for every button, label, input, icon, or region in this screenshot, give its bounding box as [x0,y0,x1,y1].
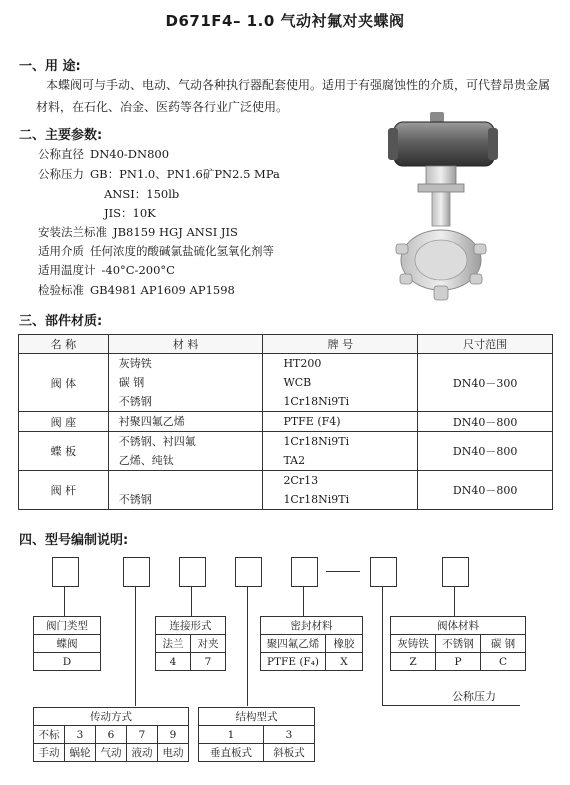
code-table-header: 传动方式 [34,708,189,726]
connector-line [382,586,383,706]
code-label: 碳 钢 [481,635,526,653]
drive-mode-table [33,707,189,762]
code-value: 7 [127,726,158,744]
code-table-header: 阀体材料 [391,617,526,635]
param-row [104,205,156,221]
grade-text: 2Cr13 [283,474,319,487]
material-text: 乙烯、纯钛 [118,454,174,467]
size-range: DN40－800 [418,471,553,510]
param-label: 安装法兰标准 [38,225,107,239]
valve-image [388,110,498,305]
param-label: 检验标准 [38,283,84,297]
code-value: 9 [158,726,189,744]
code-heading: 四、型号编制说明: [19,533,129,548]
part-name: 蝶 板 [19,432,109,471]
code-label: 气动 [96,744,127,762]
size-range: DN40－800 [418,432,553,471]
code-label: 对夹 [191,635,226,653]
param-row [38,166,280,182]
param-value: JB8159 HGJ ANSI JIS [113,225,238,239]
connector-line [303,586,304,616]
grade-text: 1Cr18Ni9Ti [283,435,350,448]
code-label: 电动 [158,744,189,762]
code-box [235,557,262,587]
param-row [38,243,274,259]
grade-cell [263,354,418,412]
code-table-header: 结构型式 [199,708,315,726]
grade-text: WCB [283,376,312,389]
code-value: D [34,653,101,671]
code-label: 橡胶 [326,635,363,653]
usage-text: 本蝶阀可与手动、电动、气动各种执行器配套使用。适用于有强腐蚀性的介质，可代替昂贵金属材料，在石化、冶金、医药等各行业广泛使用。 [36,78,551,114]
code-value: PTFE (F₄) [261,653,326,671]
param-row [38,262,175,278]
material-cell [108,354,263,412]
param-row [38,224,238,240]
material-text: 衬聚四氟乙烯 [118,415,185,428]
code-label: 斜板式 [264,744,315,762]
grade-text: 1Cr18Ni9Ti [283,395,350,408]
code-value: P [436,653,481,671]
material-cell [108,412,263,432]
size-range: DN40－800 [418,412,553,432]
code-value: 6 [96,726,127,744]
part-name: 阀 体 [19,354,109,412]
material-text: 不锈钢、衬四氟 [118,435,196,448]
code-label: 手动 [34,744,65,762]
material-text [119,471,263,490]
part-name: 阀 座 [19,412,109,432]
code-box [179,557,206,587]
param-row [38,146,169,162]
body-material-table [390,616,526,671]
param-label: 公称压力 [38,167,84,181]
code-label: 液动 [127,744,158,762]
usage-heading: 一、用 途: [19,59,81,74]
param-value: DN40-DN800 [90,147,170,161]
code-value: Z [391,653,436,671]
materials-table [18,334,553,510]
param-value: GB4981 AP1609 AP1598 [90,283,235,297]
table-row [19,432,553,471]
valve-type-table [33,616,101,671]
code-value: 1 [199,726,264,744]
grade-cell [263,471,418,510]
code-label: 法兰 [156,635,191,653]
column-header: 牌 号 [263,335,418,354]
connector-line [454,586,455,616]
code-table-header: 密封材料 [261,617,363,635]
param-label: 适用介质 [38,244,84,258]
connector-line [64,586,65,616]
size-range: DN40－300 [418,354,553,412]
column-header: 尺寸范围 [418,335,553,354]
grade-text: HT200 [283,357,322,370]
table-header-row [19,335,553,354]
code-value: C [481,653,526,671]
code-value: 4 [156,653,191,671]
params-heading: 二、主要参数: [19,128,103,143]
grade-text: TA2 [283,454,306,467]
param-value: GB：PN1.0、PN1.6矿PN2.5 MPa [90,167,280,181]
material-text: 灰铸铁 [118,357,152,370]
material-text: 碳 钢 [118,376,145,389]
structure-table [198,707,315,762]
code-box [52,557,79,587]
param-label: 适用温度计 [38,263,96,277]
code-label: 聚四氟乙烯 [261,635,326,653]
part-name: 阀 杆 [19,471,109,510]
connector-line [247,586,248,706]
code-box [291,557,318,587]
code-value: 3 [264,726,315,744]
grade-text: 1Cr18Ni9Ti [283,493,350,506]
param-value: 任何浓度的酸碱氯盐硫化氢氧化剂等 [90,244,274,258]
connection-table [155,616,226,671]
seal-material-table [260,616,363,671]
code-value: 不标 [34,726,65,744]
grade-cell [263,412,418,432]
code-label: 垂直板式 [199,744,264,762]
code-box [123,557,150,587]
param-value: -40°C-200°C [101,263,175,277]
connector-line [135,586,136,706]
column-header: 名 称 [19,335,109,354]
code-box [370,557,397,587]
code-value: X [326,653,363,671]
table-row [19,412,553,432]
column-header: 材 料 [108,335,263,354]
param-row [38,282,235,298]
code-label: 蝶阀 [34,635,101,653]
code-table-header: 连接形式 [156,617,226,635]
param-value: JIS：10K [104,206,156,220]
page-title: D671F4– 1.0 气动衬氟对夹蝶阀 [165,12,405,30]
code-value: 7 [191,653,226,671]
material-cell [108,471,263,510]
param-label: 公称直径 [38,147,84,161]
param-row [104,186,179,202]
materials-heading: 三、部件材质: [19,314,103,329]
param-value: ANSI：150lb [104,187,180,201]
material-text: 不锈钢 [118,493,152,506]
connector-line [191,586,192,616]
material-text: 不锈钢 [118,395,152,408]
code-label: 不锈钢 [436,635,481,653]
code-box [442,557,469,587]
code-label: 灰铸铁 [391,635,436,653]
pressure-label: 公称压力 [452,690,496,703]
connector-line [382,705,520,706]
code-dash [326,571,360,572]
material-cell [108,432,263,471]
table-row [19,471,553,510]
code-table-header: 阀门类型 [34,617,101,635]
table-row [19,354,553,412]
grade-cell [263,432,418,471]
code-label: 蜗轮 [65,744,96,762]
code-value: 3 [65,726,96,744]
grade-text: PTFE (F4) [283,415,341,428]
